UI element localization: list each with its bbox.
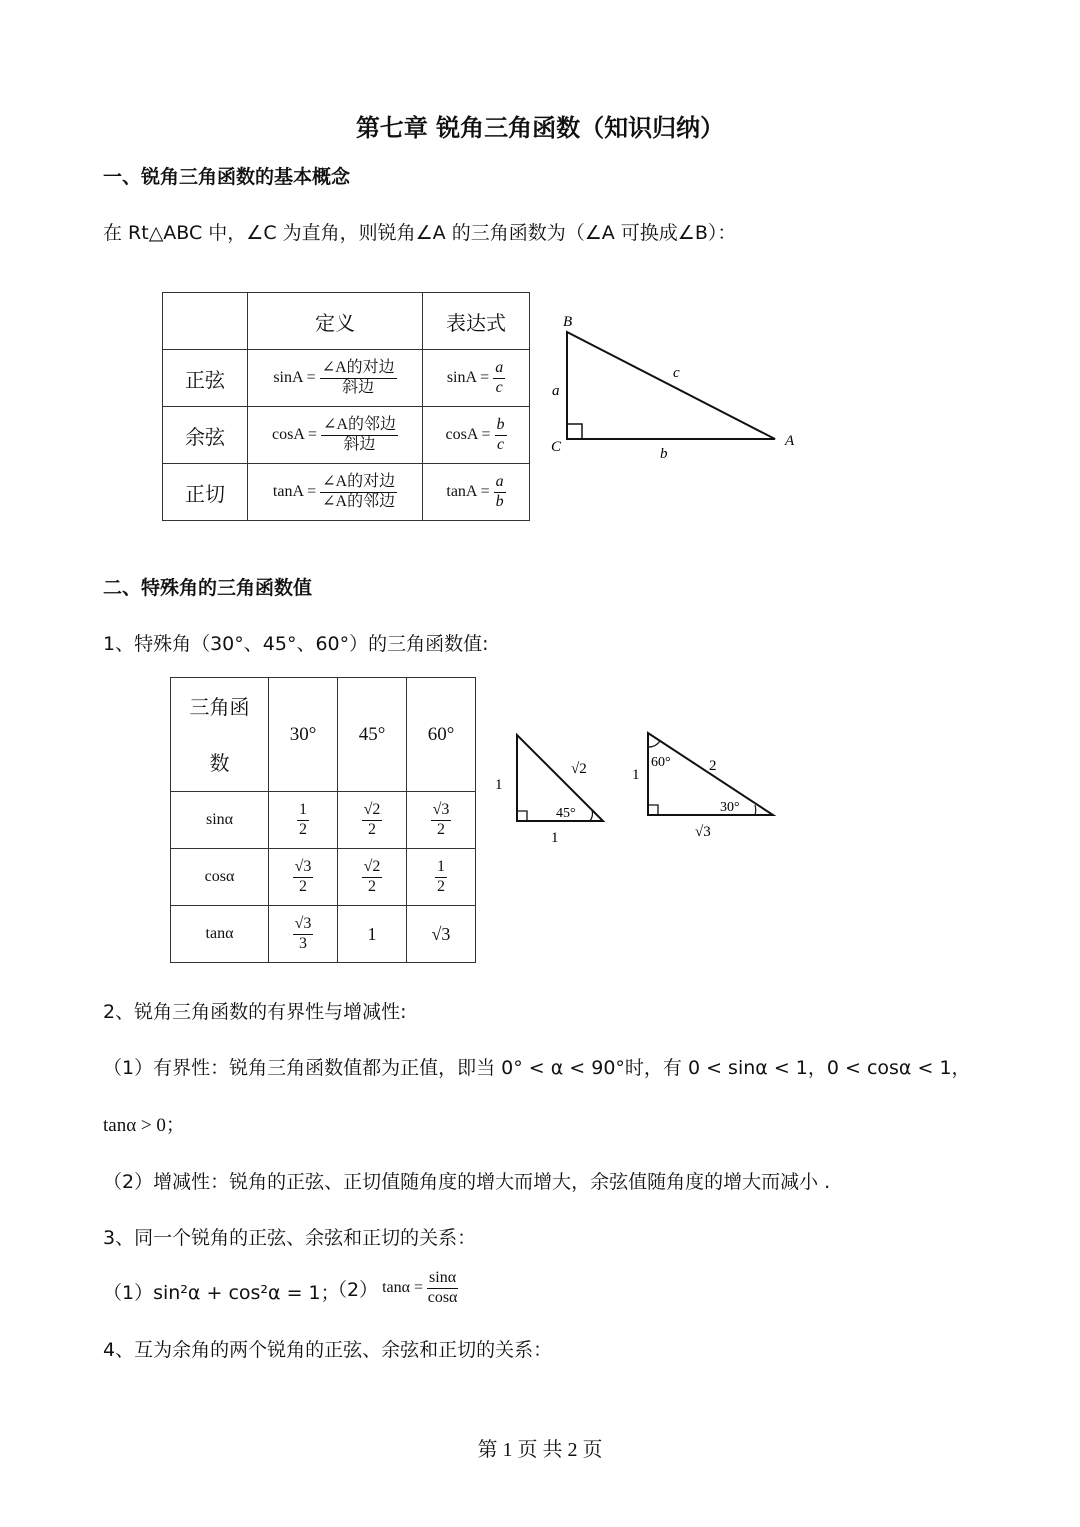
table-header-empty <box>163 293 248 350</box>
angle-right-label: 30° <box>720 800 740 815</box>
page-title: 第七章 锐角三角函数（知识归纳） <box>355 114 725 142</box>
expression-cell <box>423 407 530 464</box>
value-numerator: √3 <box>293 916 314 935</box>
angle-60-header: 60° <box>407 678 476 792</box>
table-row-sine <box>163 350 530 407</box>
value-cell <box>269 792 338 849</box>
value-cell <box>269 849 338 906</box>
table-corner-cell <box>171 678 269 792</box>
value-denominator: 2 <box>299 877 307 895</box>
definition-lhs: tanA = <box>272 482 317 500</box>
triangle-45-figure <box>488 725 618 850</box>
row-name: cosα <box>171 849 269 906</box>
value-cell <box>338 792 407 849</box>
corner-line-2: 数 <box>209 750 230 775</box>
angle-30-header: 30° <box>269 678 338 792</box>
definition-lhs: cosA = <box>272 425 318 443</box>
definition-numerator: ∠A的邻边 <box>321 417 398 436</box>
right-angle-mark <box>517 811 527 821</box>
triangle-30-60-figure <box>625 725 785 850</box>
definition-table <box>162 292 530 521</box>
expression-lhs: cosA = <box>445 425 491 443</box>
value-numerator: √2 <box>362 802 383 821</box>
definition-lhs: sinA = <box>273 368 316 386</box>
leg-vertical-label: 1 <box>632 767 640 783</box>
definition-denominator: ∠A的邻边 <box>322 492 396 510</box>
triangle-30-60-outline <box>648 733 773 815</box>
table-row-cos <box>171 849 476 906</box>
value-cell <box>338 849 407 906</box>
value-numerator: √3 <box>293 859 314 878</box>
section1-heading: 一、锐角三角函数的基本概念 <box>103 166 351 188</box>
identity-formula-1: （1）sin²α + cos²α = 1； <box>103 1282 340 1304</box>
value-denominator: 2 <box>299 820 307 838</box>
value-denominator: 2 <box>368 877 376 895</box>
item2-1b-text: tanα > 0； <box>103 1115 185 1136</box>
right-triangle-figure <box>540 305 820 475</box>
item2-text: 2、锐角三角函数的有界性与增减性: <box>103 1001 407 1023</box>
table-row-sin <box>171 792 476 849</box>
formula-2-denominator: cosα <box>427 1288 458 1306</box>
hypotenuse-label: √2 <box>571 761 587 777</box>
angle-45-header: 45° <box>338 678 407 792</box>
definition-cell <box>248 407 423 464</box>
table-row-cosine <box>163 407 530 464</box>
value-cell <box>407 792 476 849</box>
definition-cell <box>248 350 423 407</box>
special-angle-table <box>170 677 476 963</box>
corner-line-1: 三角函 <box>189 694 250 719</box>
item1-text: 1、特殊角（30°、45°、60°）的三角函数值: <box>103 633 489 655</box>
leg-vertical-label: 1 <box>495 777 503 793</box>
expression-numerator: b <box>495 417 507 436</box>
definition-numerator: ∠A的对边 <box>320 474 397 493</box>
triangle-outline <box>567 332 775 439</box>
table-row-tangent <box>163 464 530 521</box>
item3-text: 3、同一个锐角的正弦、余弦和正切的关系： <box>103 1227 477 1249</box>
leg-horizontal-label: √3 <box>695 824 711 840</box>
angle-top-label: 60° <box>651 755 671 770</box>
vertex-a-label: A <box>785 433 795 449</box>
page-footer: 第 1 页 共 2 页 <box>477 1439 603 1461</box>
side-b-label: b <box>660 446 668 462</box>
row-name: 正弦 <box>163 350 248 407</box>
row-name: 正切 <box>163 464 248 521</box>
expression-numerator: a <box>494 474 506 493</box>
value-numerator: √2 <box>362 859 383 878</box>
formula-2-label: （2） <box>328 1278 379 1301</box>
item2-2-text: （2）增减性：锐角的正弦、正切值随角度的增大而增大，余弦值随角度的增大而减小 . <box>103 1171 831 1193</box>
item4-text: 4、互为余角的两个锐角的正弦、余弦和正切的关系： <box>103 1339 553 1361</box>
table-row-tan <box>171 906 476 963</box>
value-cell <box>407 849 476 906</box>
expression-cell <box>423 350 530 407</box>
angle-label: 45° <box>556 806 576 821</box>
row-name: 余弦 <box>163 407 248 464</box>
definition-denominator: 斜边 <box>343 435 376 453</box>
expression-cell <box>423 464 530 521</box>
expression-denominator: c <box>496 435 505 453</box>
section1-intro: 在 Rt△ABC 中，∠C 为直角，则锐角∠A 的三角函数为（∠A 可换成∠B）： <box>103 222 737 244</box>
side-c-label: c <box>673 365 680 381</box>
item2-1-text: （1）有界性：锐角三角函数值都为正值，即当 0° < α < 90°时，有 0 < sinα < 1，0 < cosα < 1， <box>103 1057 971 1079</box>
right-angle-mark <box>567 424 582 439</box>
expression-lhs: sinA = <box>446 368 490 386</box>
value-denominator: 2 <box>437 820 445 838</box>
table-header-definition: 定义 <box>248 293 423 350</box>
row-name: tanα <box>171 906 269 963</box>
value-numerator: 1 <box>297 802 309 821</box>
leg-horizontal-label: 1 <box>551 830 559 846</box>
side-a-label: a <box>552 383 560 399</box>
hypotenuse-label: 2 <box>709 758 717 774</box>
angle-arc-top <box>648 741 660 747</box>
value-numerator: √3 <box>431 802 452 821</box>
value-denominator: 2 <box>437 877 445 895</box>
section2-heading: 二、特殊角的三角函数值 <box>103 577 313 599</box>
definition-cell <box>248 464 423 521</box>
value-cell: 1 <box>338 906 407 963</box>
definition-numerator: ∠A的对边 <box>320 360 397 379</box>
vertex-c-label: C <box>551 439 562 455</box>
definition-denominator: 斜边 <box>342 378 375 396</box>
expression-denominator: c <box>495 378 503 396</box>
value-cell <box>269 906 338 963</box>
formula-2-numerator: sinα <box>427 1270 458 1289</box>
value-denominator: 3 <box>299 934 307 952</box>
identity-formula-2 <box>328 1270 458 1307</box>
formula-2-lhs: tanα = <box>382 1279 424 1297</box>
table-header-expression: 表达式 <box>423 293 530 350</box>
row-name: sinα <box>171 792 269 849</box>
value-denominator: 2 <box>368 820 376 838</box>
expression-lhs: tanA = <box>446 482 490 500</box>
vertex-b-label: B <box>563 314 573 330</box>
expression-numerator: a <box>493 360 505 379</box>
value-numerator: 1 <box>435 859 447 878</box>
value-cell: √3 <box>407 906 476 963</box>
right-angle-mark <box>648 805 658 815</box>
angle-arc-right <box>755 805 756 815</box>
angle-arc <box>590 810 592 821</box>
expression-denominator: b <box>495 492 504 510</box>
